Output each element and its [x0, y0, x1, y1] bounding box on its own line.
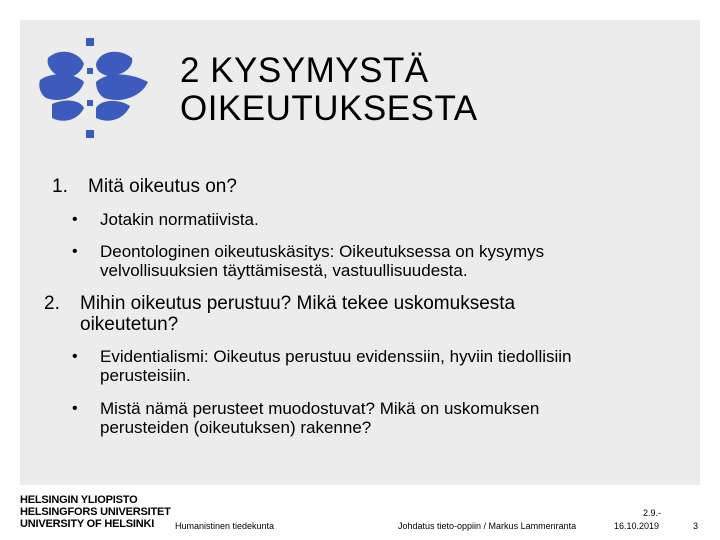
list-item-1-number: 1. [52, 176, 68, 197]
bullet-1-2-line-1: Deontologinen oikeutuskäsitys: Oikeutuksessa on kysymys [100, 242, 545, 261]
footer-date-line-1: 2.9.- [642, 508, 661, 518]
university-of-helsinki-flame-logo [38, 38, 150, 142]
university-name-fi: HELSINGIN YLIOPISTO [20, 494, 138, 506]
university-name [20, 494, 171, 530]
list-item-1 [52, 176, 237, 197]
bullet-1-2-line-2: velvollisuuksien täyttämisestä, vastuullisuudesta. [100, 261, 468, 280]
bullet-2-1-line-1: Evidentialismi: Oikeutus perustuu evidenssiin, hyviin tiedollisiin [100, 347, 572, 366]
slide-title [180, 52, 680, 128]
university-name-sv: HELSINGFORS UNIVERSITET [20, 506, 171, 518]
footer-date-line-2: 16.10.2019 [614, 521, 660, 531]
bullet-glyph: • [72, 400, 78, 417]
footer-course: Johdatus tieto-oppiin / Markus Lammenranta [398, 521, 577, 531]
slide-title-line-2: OIKEUTUKSESTA [180, 89, 478, 128]
footer-faculty: Humanistinen tiedekunta [175, 521, 275, 531]
bullet-2-2-line-2: perusteiden (oikeutuksen) rakenne? [100, 418, 372, 437]
list-item-2-number: 2. [44, 293, 60, 314]
bullet-glyph: • [72, 348, 78, 365]
bullet-glyph: • [72, 243, 78, 260]
list-item-2-line-2: oikeutetun? [80, 314, 179, 335]
list-item-2 [44, 293, 516, 335]
bullet-2-2-line-1: Mistä nämä perusteet muodostuvat? Mikä on uskomuksen [100, 399, 540, 418]
bullet-1-1-line-1: Jotakin normatiivista. [100, 210, 259, 229]
page-number: 3 [693, 521, 699, 531]
slide-title-line-1: 2 KYSYMYSTÄ [180, 51, 429, 90]
bullet-glyph: • [72, 211, 78, 228]
bullet-2-1-line-2: perusteisiin. [100, 366, 191, 385]
list-item-2-line-1: Mihin oikeutus perustuu? Mikä tekee uskomuksesta [80, 293, 516, 314]
university-name-en: UNIVERSITY OF HELSINKI [20, 518, 155, 530]
list-item-1-text: Mitä oikeutus on? [88, 176, 237, 197]
